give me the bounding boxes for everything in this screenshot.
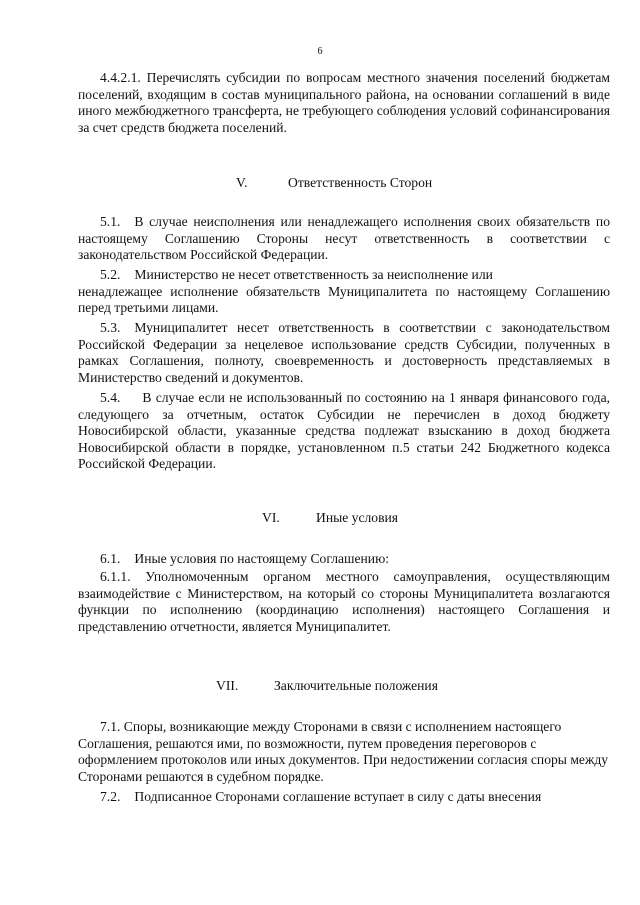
clause-7-1	[78, 719, 610, 785]
clause-text	[78, 789, 610, 806]
clause-number: 5.1.	[100, 214, 121, 229]
section-number: VI.	[262, 510, 280, 525]
clause-number: 5.2.	[100, 267, 121, 282]
clause-body-line1: Министерство не несет ответственность за неисполнение или	[134, 267, 493, 282]
clause-6-1-1	[78, 569, 610, 635]
clause-body: В случае если не использованный по состоянию на 1 января финансового года, следующего за отчетным, остаток Субсидии не перечислен в доход бюджету Новосибирской области, указанные средства подлежат взысканию в доход бюджета Новосибирской области в порядке, установленном п.5 статьи 242 Бюджетного кодекса Российской Федерации.	[78, 390, 610, 472]
page-number: 6	[317, 46, 323, 57]
clause-text	[78, 551, 610, 568]
section-title: Заключительные положения	[274, 678, 438, 693]
clause-text	[78, 214, 610, 264]
clause-body: Споры, возникающие между Сторонами в связи с исполнением настоящего Соглашения, решаются ими, по возможности, путем проведения переговоров с оформлением протоколов или иных документов. При недостижении согласия споры между Сторонами решаются в судебном порядке.	[78, 719, 609, 784]
clause-5-3	[78, 320, 610, 386]
clause-7-2	[78, 789, 610, 806]
clause-number: 5.4.	[100, 390, 121, 405]
section-number: V.	[236, 175, 248, 190]
clause-body: ненадлежащее исполнение обязательств Муниципалитета по настоящему Соглашению перед третьими лицами.	[78, 283, 610, 316]
section-title: Иные условия	[316, 510, 399, 525]
paragraph-text: 4.4.2.1. Перечислять субсидии по вопросам местного значения поселений бюджетам поселений, входящим в состав муниципального района, на основании соглашений в виде иного межбюджетного трансферта, не требующего соблюдения условий софинансирования за счет средств бюджета поселений.	[78, 70, 610, 135]
clause-5-1	[78, 214, 610, 264]
clause-first-line	[78, 267, 610, 284]
section-title: Ответственность Сторон	[288, 175, 433, 190]
clause-text	[78, 390, 610, 473]
paragraph-4-4-2-1	[78, 70, 610, 136]
clause-6-1	[78, 551, 610, 568]
clause-number: 5.3.	[100, 320, 121, 335]
clause-body: В случае неисполнения или ненадлежащего исполнения своих обязательств по настоящему Соглашению Стороны несут ответственность в соответствии с законодательством Российской Федерации.	[78, 214, 610, 263]
clause-text	[78, 320, 610, 386]
clause-body: Уполномоченным органом местного самоуправления, осуществляющим взаимодействие с Министерством, на который со стороны Муниципалитета возлагаются функции по исполнению (координацию исполнения) настоящего Соглашения и представлению отчетности, является Муниципалитет.	[78, 569, 610, 634]
clause-5-2	[78, 267, 610, 317]
clause-body: Иные условия по настоящему Соглашению:	[134, 551, 390, 566]
clause-body: Подписанное Сторонами соглашение вступает в силу с даты внесения	[134, 789, 542, 804]
clause-number: 7.2.	[100, 789, 121, 804]
clause-number: 7.1.	[100, 719, 121, 734]
clause-number: 6.1.	[100, 551, 121, 566]
clause-number: 6.1.1.	[100, 569, 131, 584]
clause-text	[78, 569, 610, 635]
section-number: VII.	[216, 678, 239, 693]
clause-5-4	[78, 390, 610, 473]
clause-body: Муниципалитет несет ответственность в соответствии с законодательством Российской Федерации за нецелевое использование средств Субсидии, полученных в рамках Соглашения, полноту, своевременность и достоверность представляемых в Министерство сведений и документов.	[78, 320, 610, 385]
clause-text	[78, 719, 610, 785]
